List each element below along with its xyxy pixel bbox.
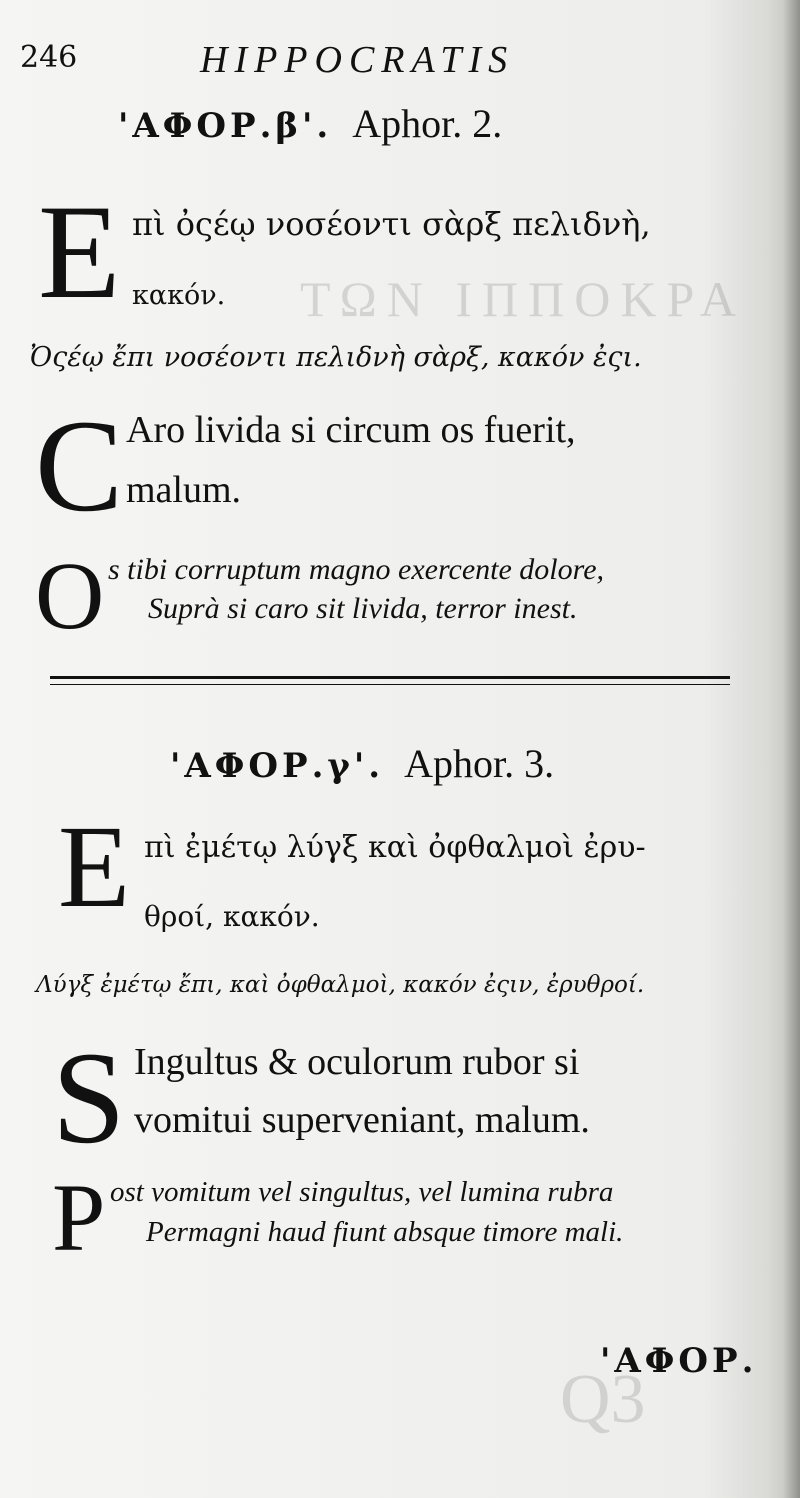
aphorism-3-verse-dropcap: P [52,1164,106,1271]
aphorism-2-greek-paraphrase: Ὀςέῳ ἔπι νοσέοντι πελιδνὴ σὰρξ, κακόν ἐςι. [30,342,642,373]
show-through-signature: Q3 [560,1361,646,1438]
aphorism-3-greek-line-1: πὶ ἐμέτῳ λύγξ καὶ ὀφθαλμοὶ ἐρυ- [144,830,646,865]
aphorism-3-heading-greek: 'ΑΦΟΡ.γ'. [170,746,385,786]
aphorism-3-greek-line-2: θροί, κακόν. [144,900,320,933]
aphorism-3-heading-latin: Aphor. 3. [404,741,555,786]
aphorism-2-verse-dropcap: O [35,542,105,649]
aphorism-3-verse-line-1: ost vomitum vel singultus, vel lumina rubra [110,1176,614,1208]
section-divider-thin [50,684,730,685]
aphorism-3-greek-paraphrase: Λύγξ ἐμέτῳ ἔπι, καὶ ὀφθαλμοὶ, κακόν ἐςιν, ἐρυθροί. [36,972,645,998]
aphorism-2-greek-line-2: κακόν. [132,280,226,311]
section-divider [50,676,730,679]
aphorism-3-verse-line-2: Permagni haud fiunt absque timore mali. [146,1216,624,1248]
aphorism-2-latin-dropcap: C [35,392,124,539]
aphorism-2-greek-line-1: πὶ ὀςέῳ νοσέοντι σὰρξ πελιδνὴ, [132,205,651,243]
aphorism-2-latin-line-2: malum. [126,469,242,511]
aphorism-2-greek-dropcap: E [38,178,121,327]
aphorism-3-latin-dropcap: S [52,1024,126,1171]
aphorism-2-verse-line-2: Suprà si caro sit livida, terror inest. [148,592,578,625]
page-number: 246 [20,40,78,75]
aphorism-2-heading-latin: Aphor. 2. [352,101,503,146]
aphorism-2-heading [118,100,502,147]
aphorism-3-heading [170,740,554,787]
aphorism-2-verse-line-1: s tibi corruptum magno exercente dolore, [108,553,605,586]
aphorism-3-greek-dropcap: E [58,801,131,932]
aphorism-2-heading-greek: 'ΑΦΟΡ.β'. [118,106,333,146]
show-through-text: ΤΩΝ ΙΠΠΟΚΡΑ [300,271,746,327]
aphorism-2-latin-line-1: Aro livida si circum os fuerit, [126,409,576,451]
aphorism-3-latin-line-1: Ingultus & oculorum rubor si [134,1041,580,1083]
catchword [600,1335,757,1382]
page-gutter-shadow [782,0,800,1498]
catchword-text: 'ΑΦΟΡ. [600,1341,758,1381]
aphorism-3-latin-line-2: vomitui superveniant, malum. [134,1099,590,1141]
running-title: HIPPOCRATIS [200,39,515,81]
